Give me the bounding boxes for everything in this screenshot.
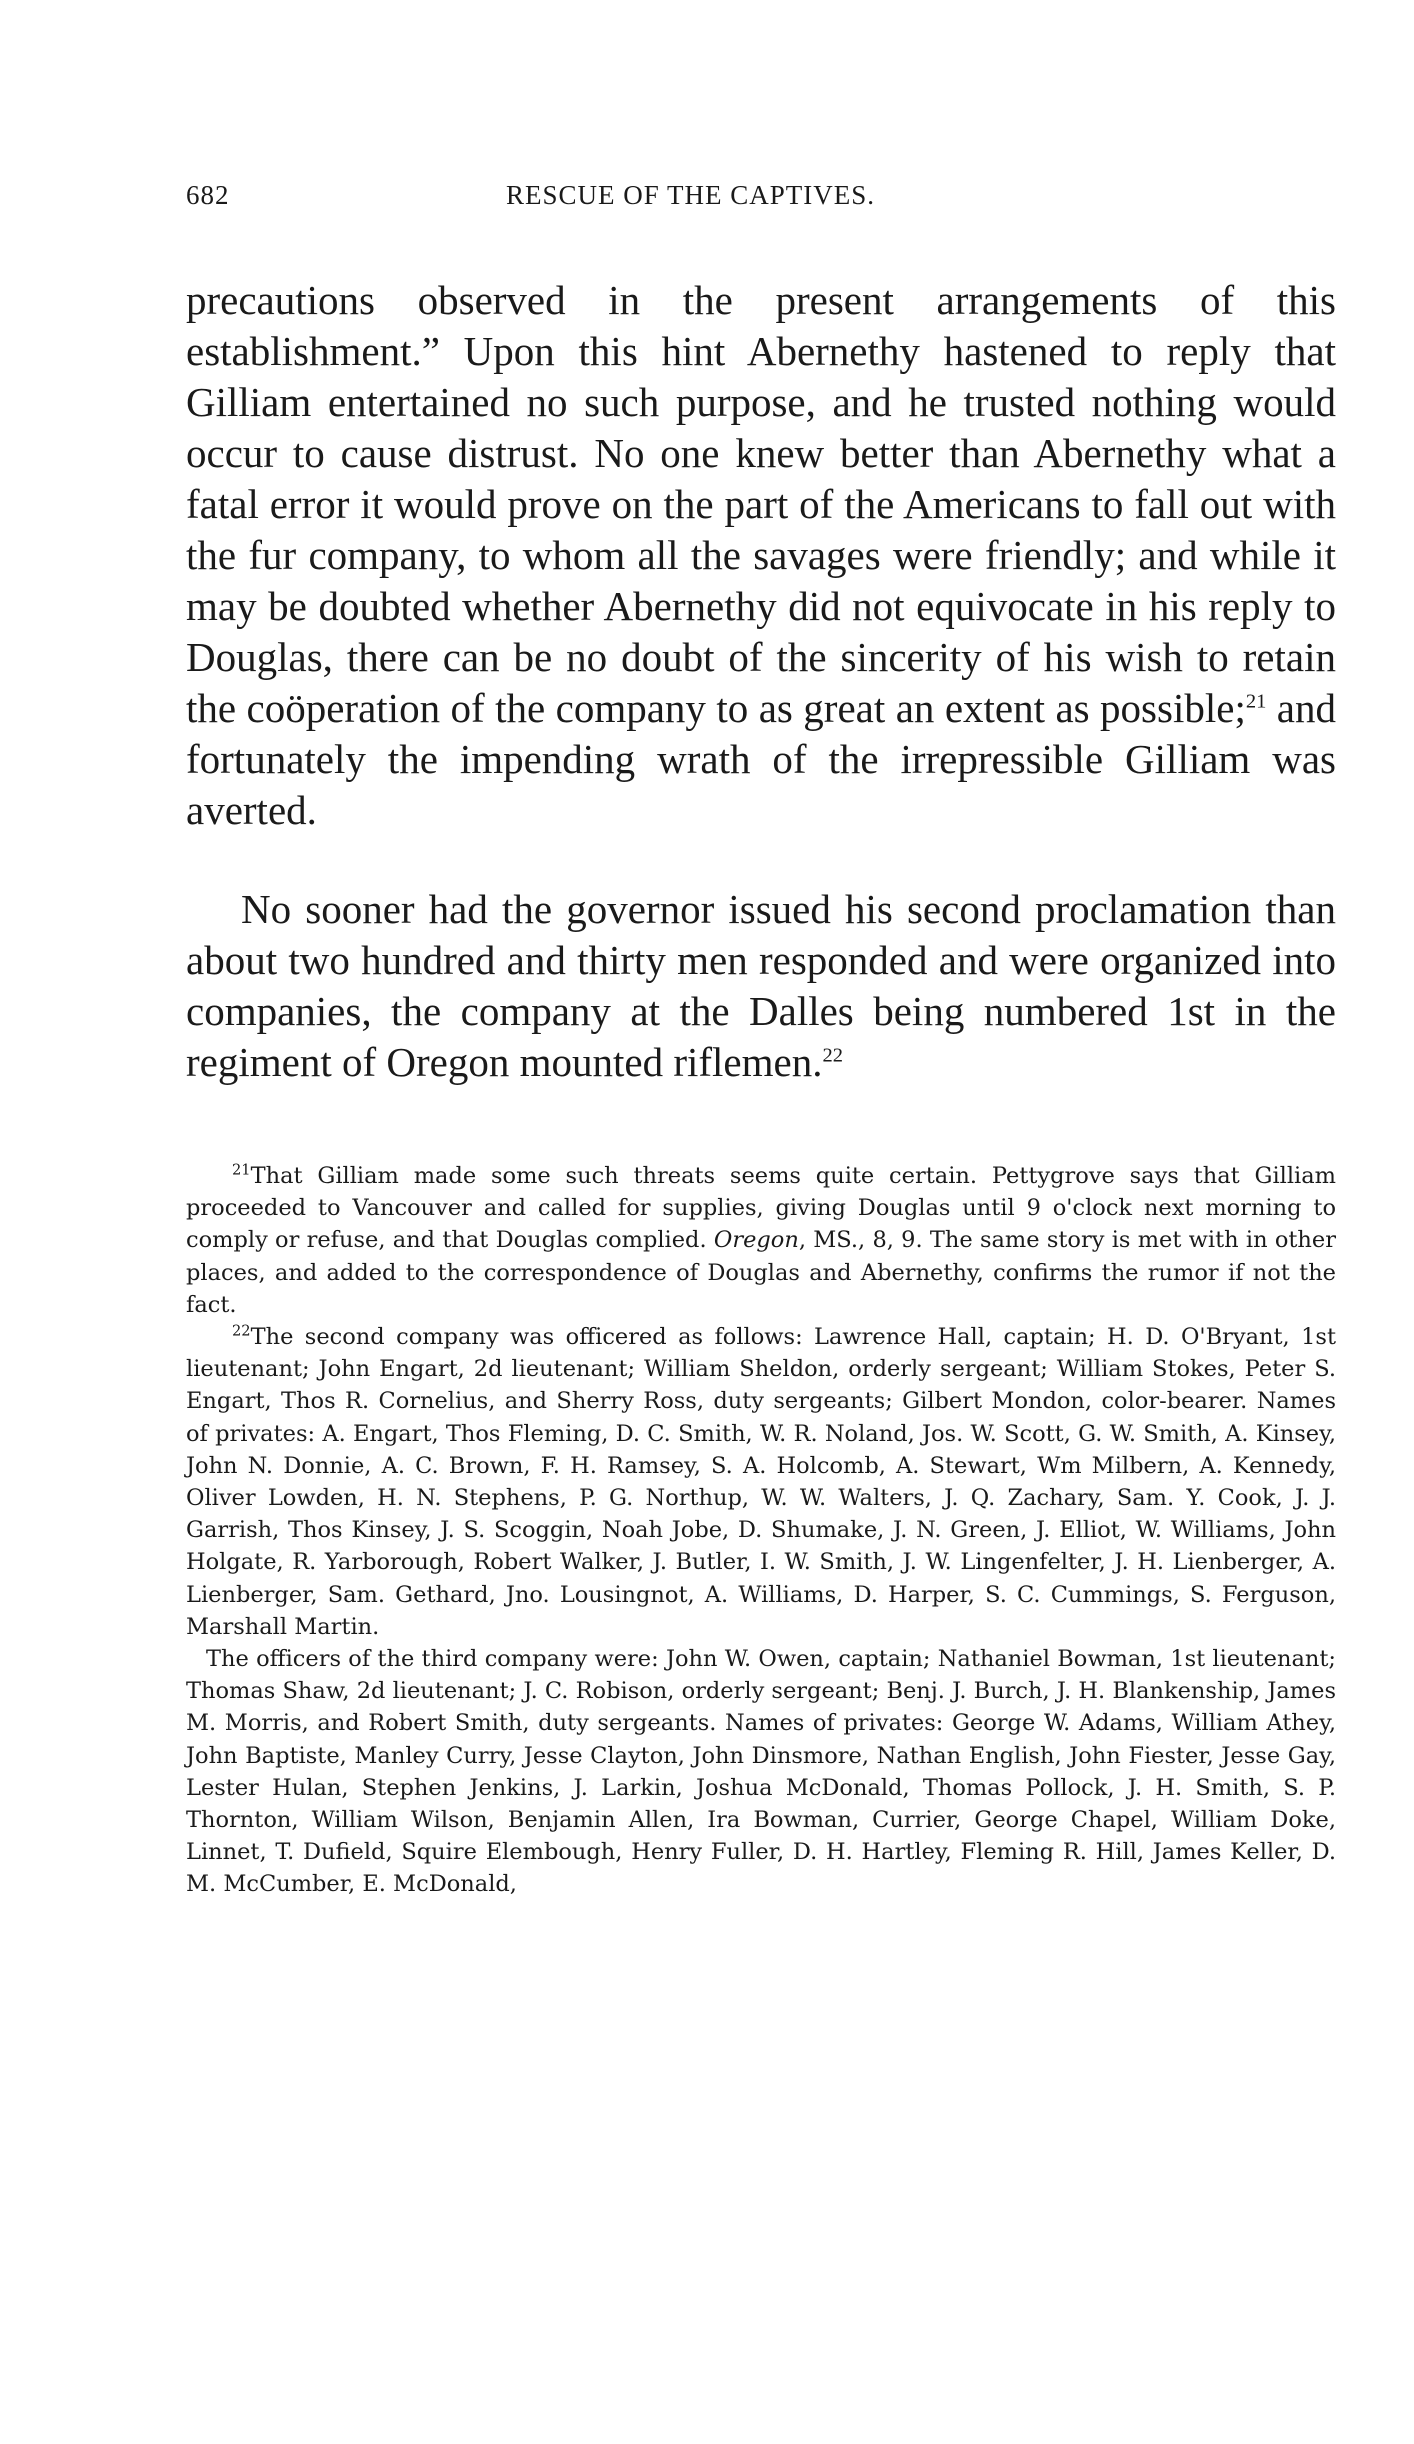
- running-header: [186, 180, 1336, 220]
- footnote-21-text-after: , MS., 8, 9. The same story is met with in other places, and added to the correspondence of Douglas and Abernethy, confirms the rumor if not the fact.: [186, 1227, 1336, 1318]
- main-text: [186, 275, 1336, 1088]
- paragraph-1-text-after: and fortunately the impending wrath of the irrepressible Gilliam was averted.: [186, 685, 1336, 833]
- footnote-21-text: That Gilliam made some such threats seems quite certain. Pettygrove says that Gilliam proceeded to Vancouver and called for supplies, giving Douglas until 9 o'clock next morning to comply or refuse, and that Douglas complied.: [186, 1163, 1336, 1254]
- footnotes: [186, 1160, 1336, 1901]
- paragraph-2: [186, 884, 1336, 1088]
- footnote-21: [186, 1160, 1336, 1321]
- page-number: 682: [186, 180, 230, 210]
- footnote-ref-21: 21: [1245, 690, 1267, 713]
- footnote-21-mark: 21: [232, 1161, 251, 1179]
- book-page: [186, 180, 1336, 1901]
- footnote-ref-22: 22: [822, 1044, 843, 1067]
- footnote-21-italic-title: Oregon: [713, 1227, 799, 1254]
- footnote-22: [186, 1321, 1336, 1643]
- footnote-22-continuation: [186, 1643, 1336, 1901]
- paragraph-1-text: precautions observed in the present arrangements of this establishment.” Upon this hint Abernethy hastened to reply that Gilliam entertained no such purpose, and he trusted nothing would occur to cause distrust. No one knew better than Abernethy what a fatal error it would prove on the part of the Americans to fall out with the fur company, to whom all the savages were friendly; and while it may be doubted whether Abernethy did not equivocate in his reply to Douglas, there can be no doubt of the sincerity of his wish to retain the coöperation of the company to as great an extent as possible;: [186, 277, 1336, 731]
- paragraph-2-text: No sooner had the governor issued his second proclamation than about two hundred and thirty men responded and were organized into companies, the company at the Dalles being numbered 1st in the regiment of Oregon mounted riflemen.: [186, 886, 1336, 1085]
- paragraph-1: [186, 275, 1336, 836]
- footnote-22-mark: 22: [232, 1322, 251, 1340]
- running-title: RESCUE OF THE CAPTIVES.: [506, 180, 876, 210]
- footnote-22-text: The second company was officered as follows: Lawrence Hall, captain; H. D. O'Bryant, 1st lieutenant; John Engart, 2d lieutenant; William Sheldon, orderly sergeant; William Stokes, Peter S. Engart, Thos R. Cornelius, and Sherry Ross, duty sergeants; Gilbert Mondon, color-bearer. Names of privates: A. Engart, Thos Fleming, D. C. Smith, W. R. Noland, Jos. W. Scott, G. W. Smith, A. Kinsey, John N. Donnie, A. C. Brown, F. H. Ramsey, S. A. Holcomb, A. Stewart, Wm Milbern, A. Kennedy, Oliver Lowden, H. N. Stephens, P. G. Northup, W. W. Walters, J. Q. Zachary, Sam. Y. Cook, J. J. Garrish, Thos Kinsey, J. S. Scoggin, Noah Jobe, D. Shumake, J. N. Green, J. Elliot, W. Williams, John Holgate, R. Yarborough, Robert Walker, J. Butler, I. W. Smith, J. W. Lingenfelter, J. H. Lienberger, A. Lienberger, Sam. Gethard, Jno. Lousingnot, A. Williams, D. Harper, S. C. Cummings, S. Ferguson, Marshall Martin.: [186, 1324, 1336, 1640]
- footnote-22-continuation-text: The officers of the third company were: John W. Owen, captain; Nathaniel Bowman, 1st lieutenant; Thomas Shaw, 2d lieutenant; J. C. Robison, orderly sergeant; Benj. J. Burch, J. H. Blankenship, James M. Morris, and Robert Smith, duty sergeants. Names of privates: George W. Adams, William Athey, John Baptiste, Manley Curry, Jesse Clayton, John Dinsmore, Nathan English, John Fiester, Jesse Gay, Lester Hulan, Stephen Jenkins, J. Larkin, Joshua McDonald, Thomas Pollock, J. H. Smith, S. P. Thornton, William Wilson, Benjamin Allen, Ira Bowman, Currier, George Chapel, William Doke, Linnet, T. Dufield, Squire Elembough, Henry Fuller, D. H. Hartley, Fleming R. Hill, James Keller, D. M. McCumber, E. McDonald,: [186, 1646, 1336, 1898]
